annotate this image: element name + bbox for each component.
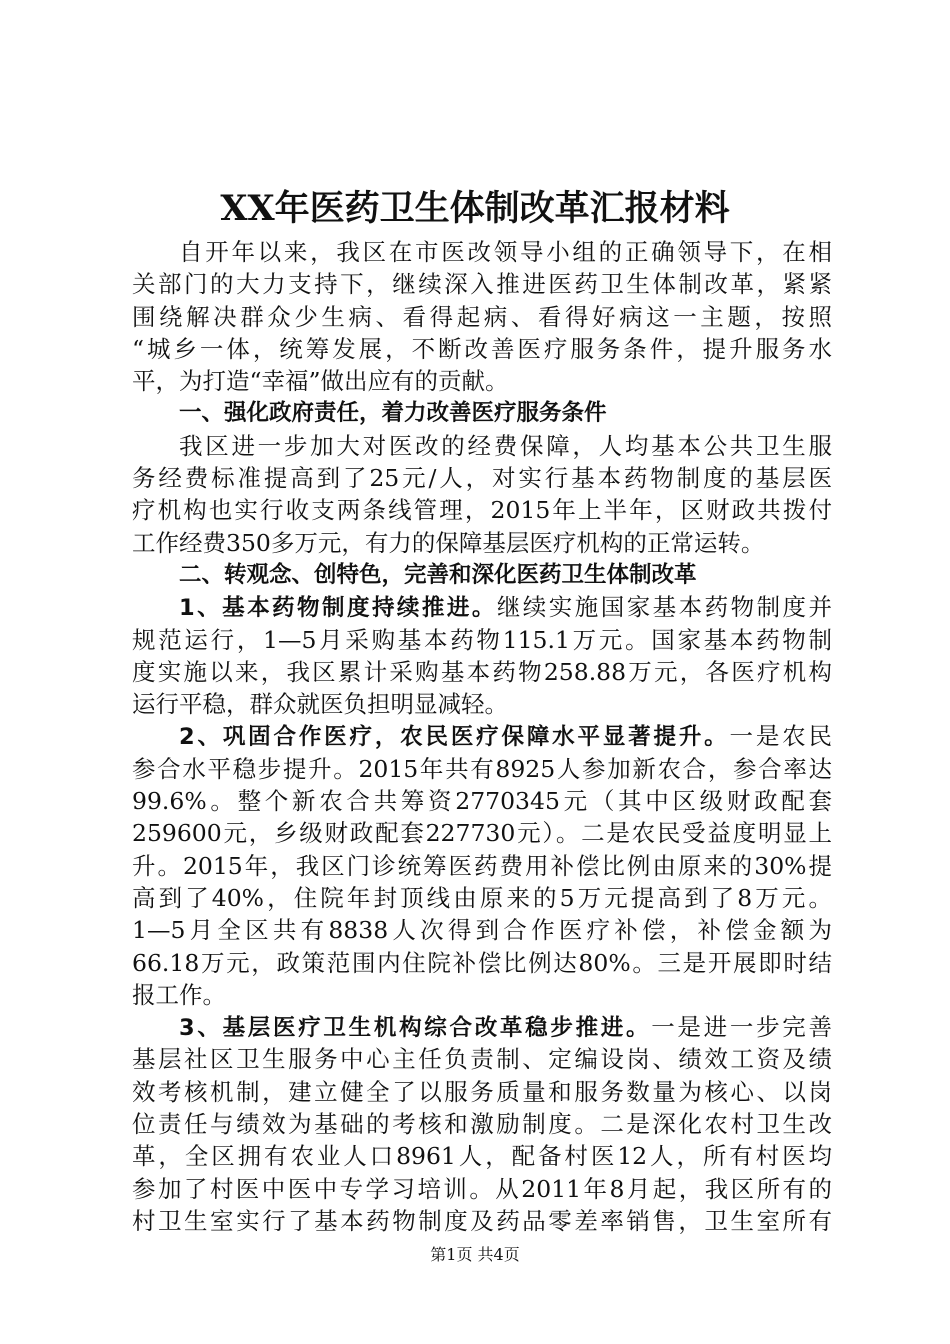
paragraph-line	[132, 785, 832, 817]
paragraph-line	[132, 850, 832, 882]
line-text: 关部门的大力支持下，继续深入推进医药卫生体制改革，紧紧	[132, 270, 832, 299]
section-heading	[132, 397, 832, 429]
paragraph-line	[132, 591, 832, 623]
line-text: 升。2015年，我区门诊统筹医药费用补偿比例由原来的30%提	[132, 851, 832, 880]
line-text: 1—5月全区共有8838人次得到合作医疗补偿，补偿金额为	[132, 916, 832, 945]
line-text: 一是进一步完善	[651, 1013, 832, 1042]
paragraph-line	[132, 301, 832, 333]
paragraph-line	[132, 817, 832, 849]
line-text: 效考核机制，建立健全了以服务质量和服务数量为核心、以岗	[132, 1077, 832, 1106]
line-text: 工作经费350多万元，有力的保障基层医疗机构的正常运转。	[132, 528, 765, 557]
document-title: XX年医药卫生体制改革汇报材料	[220, 188, 730, 229]
paragraph-line	[132, 1205, 832, 1237]
subsection-lead: 2、巩固合作医疗，农民医疗保障水平显著提升。	[179, 724, 730, 751]
page-number-footer: 第1页 共4页	[430, 1245, 520, 1264]
paragraph-line	[132, 1108, 832, 1140]
line-text: 自开年以来，我区在市医改领导小组的正确领导下，在相	[179, 238, 832, 266]
line-text: “城乡一体，统筹发展，不断改善医疗服务条件，提升服务水	[132, 334, 832, 363]
paragraph-line	[132, 527, 832, 559]
line-text: 高到了40%，住院年封顶线由原来的5万元提高到了8万元。	[132, 883, 832, 912]
line-text: 一是农民	[729, 722, 832, 751]
paragraph-line	[132, 688, 832, 720]
line-text: 务经费标准提高到了25元/人，对实行基本药物制度的基层医	[132, 464, 832, 493]
paragraph-line	[132, 947, 832, 979]
line-text: 基层社区卫生服务中心主任负责制、定编设岗、绩效工资及绩	[132, 1045, 832, 1074]
line-text: 村卫生室实行了基本药物制度及药品零差率销售，卫生室所有	[132, 1206, 832, 1235]
line-text: 疗机构也实行收支两条线管理，2015年上半年，区财政共拨付	[132, 496, 832, 525]
paragraph-line	[132, 430, 832, 462]
line-text: 继续实施国家基本药物制度并	[496, 593, 833, 622]
paragraph-line	[132, 753, 832, 785]
paragraph-line	[132, 236, 832, 268]
section-heading	[132, 559, 832, 591]
paragraph-line	[132, 914, 832, 946]
line-text: 革，全区拥有农业人口8961人，配备村医12人，所有村医均	[132, 1142, 832, 1171]
line-text: 运行平稳，群众就医负担明显减轻。	[132, 690, 508, 719]
paragraph-line	[132, 494, 832, 526]
paragraph-line	[132, 365, 832, 397]
line-text: 报工作。	[132, 980, 226, 1009]
paragraph-line	[132, 1173, 832, 1205]
paragraph-line	[132, 333, 832, 365]
paragraph-line	[132, 462, 832, 494]
paragraph-line	[132, 1076, 832, 1108]
line-text: 66.18万元，政策范围内住院补偿比例达80%。三是开展即时结	[132, 948, 832, 977]
line-text: 259600元，乡级财政配套227730元）。二是农民受益度明显上	[132, 819, 832, 848]
line-text: 围绕解决群众少生病、看得起病、看得好病这一主题，按照	[132, 302, 832, 331]
line-text: 位责任与绩效为基础的考核和激励制度。二是深化农村卫生改	[132, 1110, 832, 1139]
paragraph-line	[132, 882, 832, 914]
paragraph-line	[132, 979, 832, 1011]
line-text: 一、强化政府责任，着力改善医疗服务条件	[179, 400, 607, 427]
line-text: 二、转观念、创特色，完善和深化医药卫生体制改革	[179, 561, 697, 588]
paragraph-line	[132, 1043, 832, 1075]
paragraph-line	[132, 720, 832, 752]
line-text: 参合水平稳步提升。2015年共有8925人参加新农合，参合率达	[132, 754, 832, 783]
line-text: 99.6%。整个新农合共筹资2770345元（其中区级财政配套	[132, 787, 832, 816]
line-text: 参加了村医中医中专学习培训。从2011年8月起，我区所有的	[132, 1174, 832, 1203]
paragraph-line	[132, 268, 832, 300]
line-text: 我区进一步加大对医改的经费保障，人均基本公共卫生服	[179, 431, 832, 460]
document-body	[132, 236, 832, 1237]
line-text: 度实施以来，我区累计采购基本药物258.88万元，各医疗机构	[132, 657, 832, 686]
paragraph-line	[132, 624, 832, 656]
line-text: 规范运行，1—5月采购基本药物115.1万元。国家基本药物制	[132, 625, 832, 654]
paragraph-line	[132, 1011, 832, 1043]
paragraph-line	[132, 656, 832, 688]
subsection-lead: 3、基层医疗卫生机构综合改革稳步推进。	[179, 1015, 652, 1042]
paragraph-line	[132, 1140, 832, 1172]
subsection-lead: 1、基本药物制度持续推进。	[179, 595, 497, 622]
line-text: 平，为打造“幸福”做出应有的贡献。	[132, 367, 509, 396]
